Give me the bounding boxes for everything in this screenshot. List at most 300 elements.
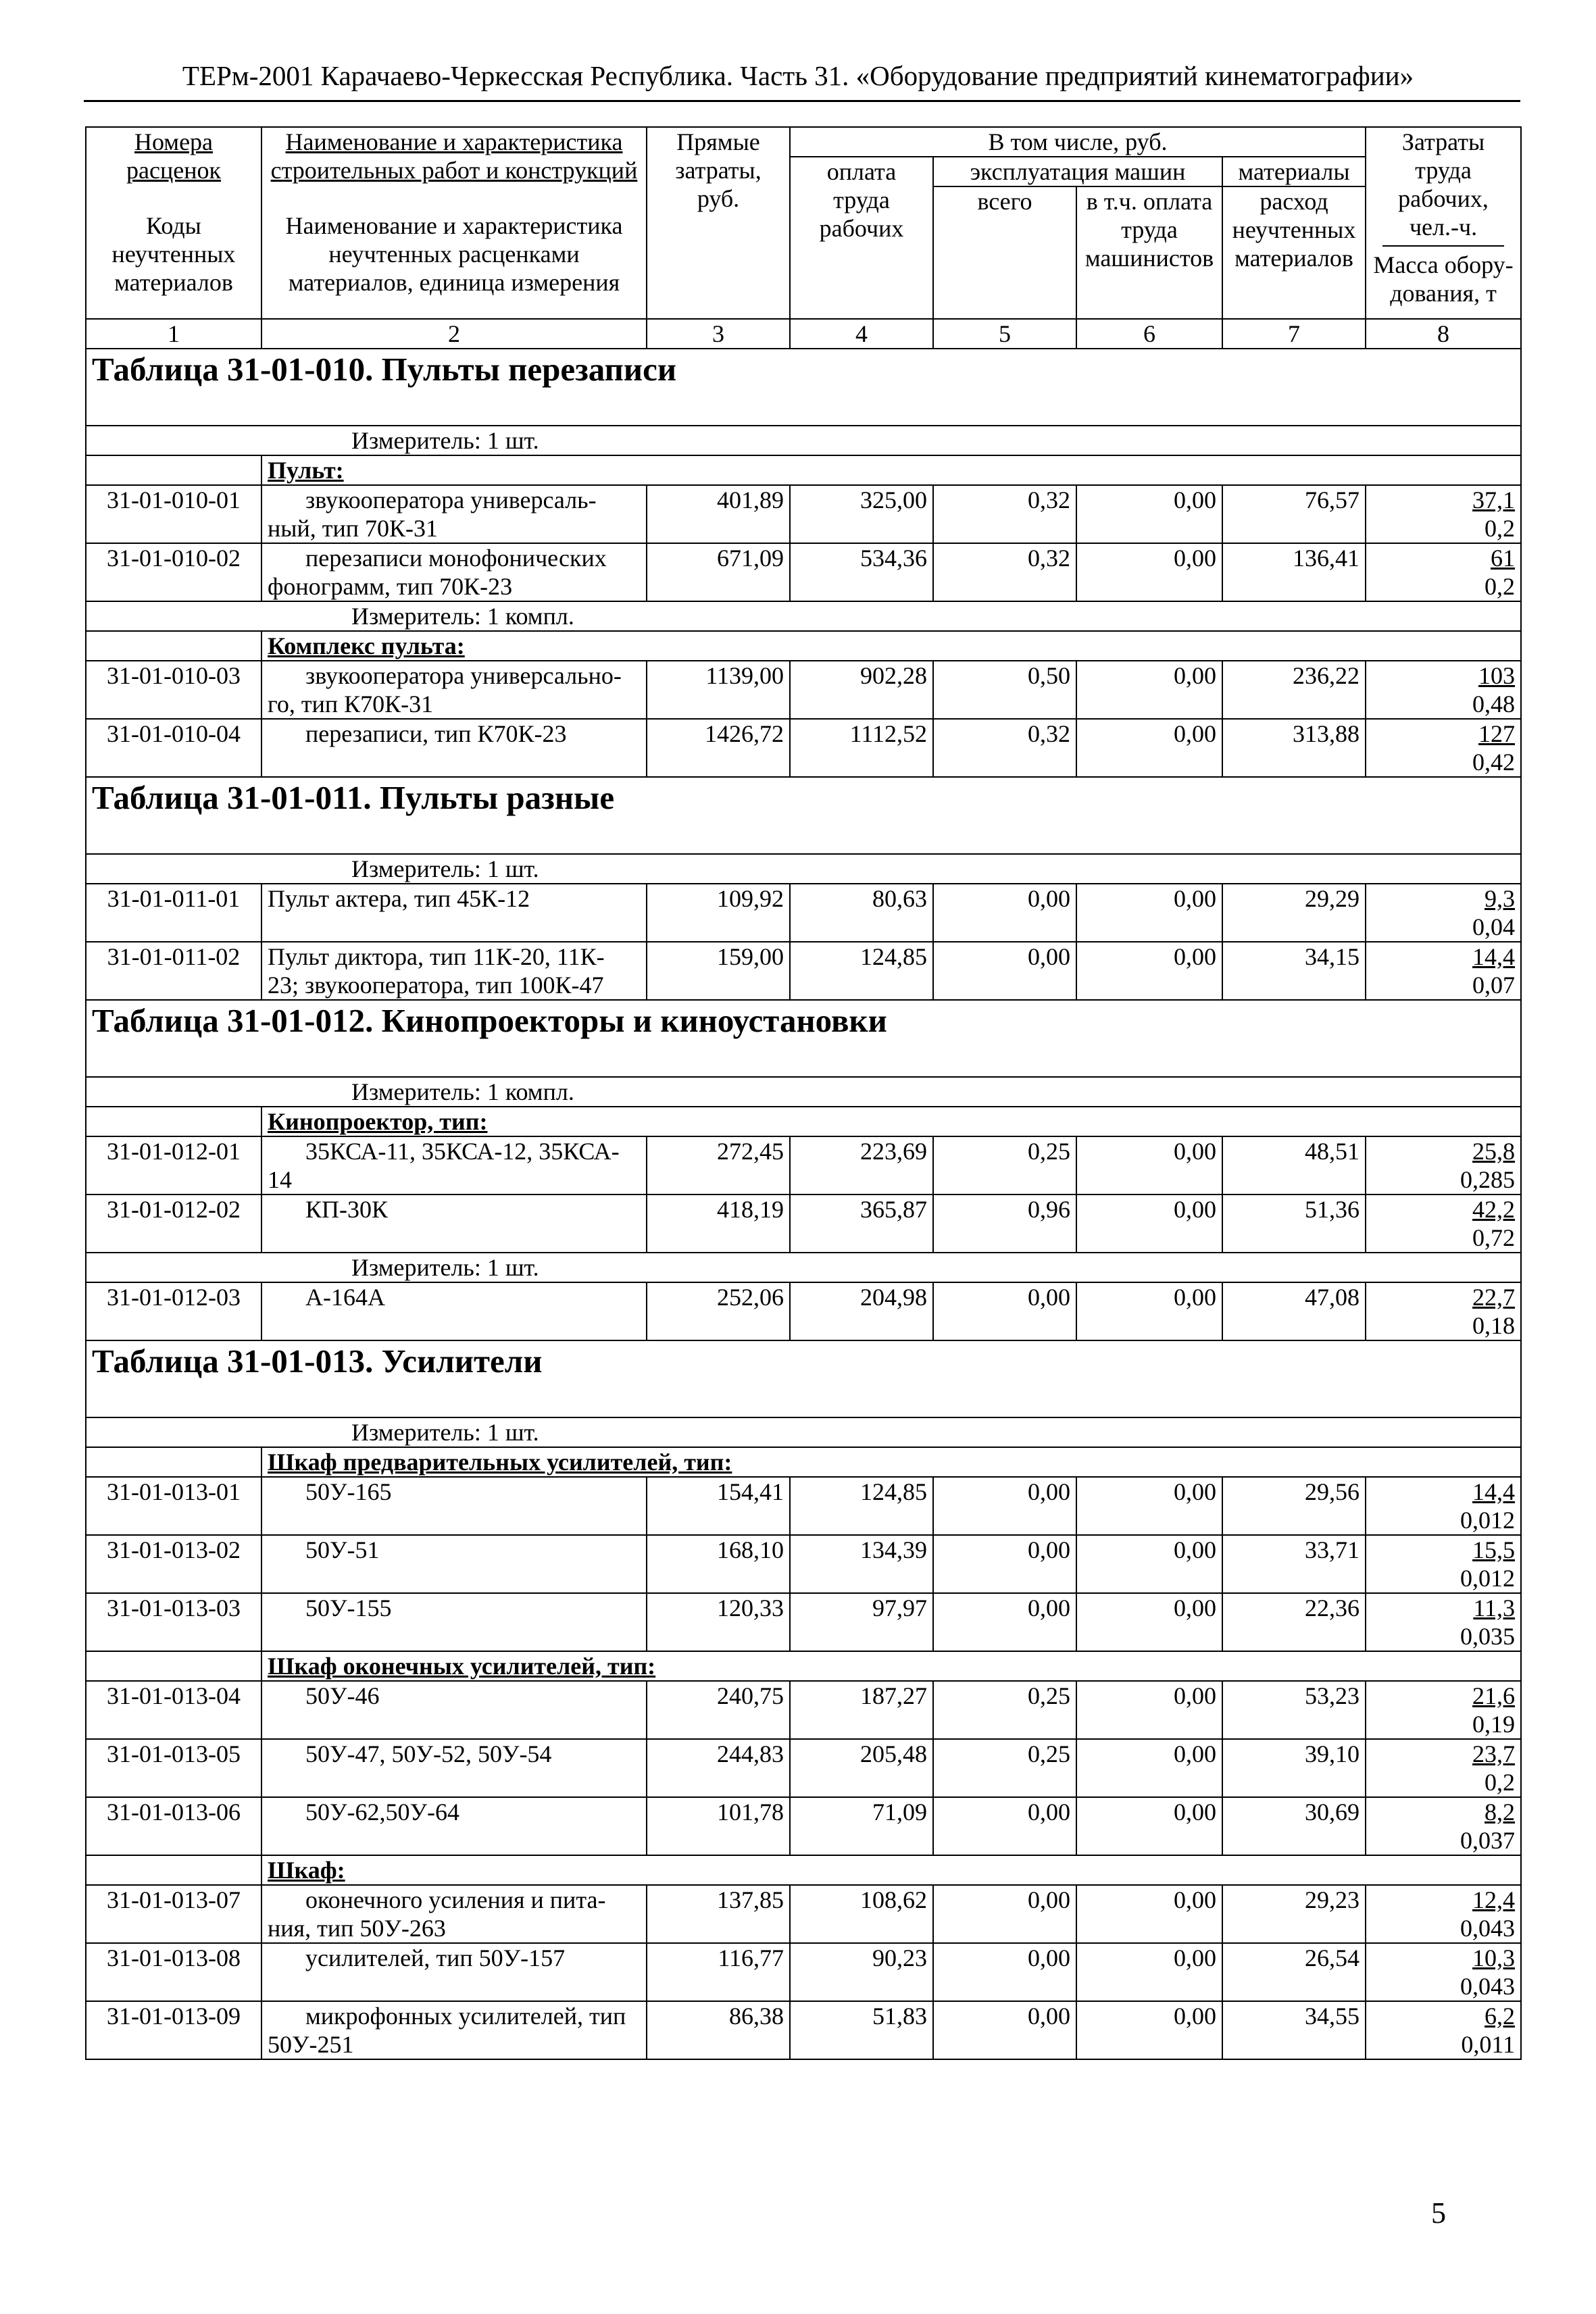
page-number: 5 [1431,2196,1446,2230]
labor-mass-cell [1366,1797,1521,1855]
header-col1-bottom: Коды неучтенных материалов [111,212,236,296]
wages: 108,62 [790,1885,933,1943]
wages: 205,48 [790,1739,933,1797]
header-col2-bottom: Наименование и характеристика неучтенных расценками материалов, единица измерения [285,212,623,296]
rate-description [261,1681,647,1739]
rate-description [261,543,647,601]
machinists-wages: 0,00 [1076,1739,1222,1797]
direct-cost: 240,75 [647,1681,790,1739]
description-line-1: Пульт диктора, тип 11К-20, 11К- [268,943,605,970]
materials: 33,71 [1222,1535,1366,1593]
rate-code: 31-01-012-01 [86,1136,261,1194]
column-number: 6 [1076,319,1222,349]
description-line-2: ный, тип 70К-31 [268,515,438,542]
wages: 51,83 [790,2001,933,2059]
direct-cost: 244,83 [647,1739,790,1797]
rate-code: 31-01-010-02 [86,543,261,601]
measure-cell [86,426,1521,455]
labor-cost: 14,4 [1472,943,1516,970]
equipment-mass: 0,012 [1460,1565,1516,1592]
group-row [86,1107,1521,1136]
description-line-1: А-164А [305,1284,385,1311]
direct-cost: 1139,00 [647,661,790,719]
rate-code: 31-01-013-05 [86,1739,261,1797]
labor-mass-cell [1366,1885,1521,1943]
rate-description [261,1282,647,1340]
wages: 1112,52 [790,719,933,777]
column-number: 8 [1366,319,1521,349]
header-col2 [261,127,647,319]
labor-mass-cell [1366,2001,1521,2059]
group-empty-cell [86,1855,261,1885]
direct-cost: 168,10 [647,1535,790,1593]
rate-code: 31-01-013-06 [86,1797,261,1855]
group-label: Кинопроектор, тип: [261,1107,1521,1136]
machinists-wages: 0,00 [1076,661,1222,719]
rate-code: 31-01-013-01 [86,1477,261,1535]
machines-total: 0,00 [933,1282,1076,1340]
rate-code: 31-01-013-08 [86,1943,261,2001]
measure-row [86,1077,1521,1107]
machinists-wages: 0,00 [1076,1477,1222,1535]
description-line-1: 50У-62,50У-64 [305,1799,459,1826]
machinists-wages: 0,00 [1076,884,1222,942]
group-row [86,1651,1521,1681]
rate-description [261,1194,647,1253]
description-line-1: КП-30К [305,1196,389,1223]
labor-cost: 127 [1478,720,1516,747]
wages: 365,87 [790,1194,933,1253]
machines-total: 0,25 [933,1681,1076,1739]
table-title-row [86,349,1521,426]
machines-total: 0,25 [933,1739,1076,1797]
direct-cost: 109,92 [647,884,790,942]
equipment-mass: 0,2 [1485,515,1516,542]
labor-mass-cell [1366,942,1521,1000]
table-row [86,1681,1521,1739]
machinists-wages: 0,00 [1076,1943,1222,2001]
rate-description [261,485,647,543]
header-group: В том числе, руб. [790,127,1366,157]
measure-label: Измеритель: 1 компл. [351,1078,574,1105]
rate-code: 31-01-013-02 [86,1535,261,1593]
equipment-mass: 0,48 [1472,690,1516,718]
group-label: Шкаф оконечных усилителей, тип: [261,1651,1521,1681]
description-line-1: перезаписи монофонических [305,545,607,572]
table-row [86,1282,1521,1340]
rate-code: 31-01-013-07 [86,1885,261,1943]
labor-cost: 9,3 [1485,885,1516,912]
table-row [86,2001,1521,2059]
measure-label: Измеритель: 1 шт. [351,427,539,454]
measure-cell [86,854,1521,884]
labor-cost: 22,7 [1472,1284,1516,1311]
table-title-cell [86,1340,1521,1417]
machinists-wages: 0,00 [1076,1535,1222,1593]
header-col4: оплата труда рабочих [790,157,933,319]
wages: 204,98 [790,1282,933,1340]
wages: 124,85 [790,1477,933,1535]
rate-code: 31-01-013-04 [86,1681,261,1739]
measure-cell [86,601,1521,631]
equipment-mass: 0,04 [1472,913,1516,940]
machines-total: 0,00 [933,1797,1076,1855]
wages: 80,63 [790,884,933,942]
rate-description [261,1535,647,1593]
labor-mass-cell [1366,1739,1521,1797]
labor-cost: 11,3 [1473,1594,1516,1621]
wages: 97,97 [790,1593,933,1651]
equipment-mass: 0,18 [1472,1312,1516,1339]
machinists-wages: 0,00 [1076,543,1222,601]
group-empty-cell [86,455,261,485]
rate-description [261,1885,647,1943]
table-title-row [86,777,1521,854]
labor-cost: 15,5 [1472,1536,1516,1563]
labor-mass-cell [1366,719,1521,777]
materials: 26,54 [1222,1943,1366,2001]
group-row [86,1855,1521,1885]
wages: 534,36 [790,543,933,601]
rate-description [261,942,647,1000]
page-title: ТЕРм-2001 Карачаево-Черкесская Республика. Часть 31. «Оборудование предприятий кинематографии» [182,60,1414,91]
table-title: Таблица 31-01-012. Кинопроекторы и киноустановки [92,1002,887,1039]
table-row [86,1739,1521,1797]
equipment-mass: 0,2 [1485,573,1516,600]
equipment-mass: 0,012 [1460,1507,1516,1534]
labor-mass-cell [1366,1681,1521,1739]
wages: 134,39 [790,1535,933,1593]
description-line-1: 50У-51 [305,1536,380,1563]
table-row [86,1477,1521,1535]
measure-label: Измеритель: 1 шт. [351,1254,539,1281]
measure-cell [86,1077,1521,1107]
materials: 34,55 [1222,2001,1366,2059]
machines-total: 0,32 [933,543,1076,601]
table-row [86,1593,1521,1651]
header-col8-rule [1382,245,1504,247]
group-label: Шкаф: [261,1855,1521,1885]
equipment-mass: 0,037 [1460,1827,1516,1854]
measure-row [86,854,1521,884]
measure-row [86,426,1521,455]
table-row [86,1194,1521,1253]
wages: 223,69 [790,1136,933,1194]
machinists-wages: 0,00 [1076,1136,1222,1194]
labor-cost: 37,1 [1472,486,1516,513]
description-line-2: фонограмм, тип 70К-23 [268,573,513,600]
column-number: 7 [1222,319,1366,349]
labor-cost: 23,7 [1472,1740,1516,1767]
machinists-wages: 0,00 [1076,485,1222,543]
group-label: Пульт: [261,455,1521,485]
labor-mass-cell [1366,661,1521,719]
description-line-1: Пульт актера, тип 45К-12 [268,885,530,912]
header-materials: материалы [1222,157,1366,186]
group-row [86,455,1521,485]
header-col3: Прямые затраты, руб. [647,127,790,319]
materials: 313,88 [1222,719,1366,777]
machines-total: 0,00 [933,942,1076,1000]
wages: 187,27 [790,1681,933,1739]
description-line-1: звукооператора универсально- [305,662,622,689]
description-line-1: 50У-155 [305,1594,392,1621]
machinists-wages: 0,00 [1076,1593,1222,1651]
direct-cost: 137,85 [647,1885,790,1943]
table-title: Таблица 31-01-013. Усилители [92,1342,543,1380]
labor-mass-cell [1366,1535,1521,1593]
description-line-1: 35КСА-11, 35КСА-12, 35КСА- [305,1138,620,1165]
table-row [86,719,1521,777]
table-title: Таблица 31-01-010. Пульты перезаписи [92,351,677,388]
description-line-2: 14 [268,1166,292,1193]
machinists-wages: 0,00 [1076,942,1222,1000]
labor-mass-cell [1366,884,1521,942]
equipment-mass: 0,42 [1472,749,1516,776]
materials: 30,69 [1222,1797,1366,1855]
header-col7: расход неучтенных материалов [1222,186,1366,319]
measure-row [86,1417,1521,1447]
rate-code: 31-01-013-09 [86,2001,261,2059]
labor-mass-cell [1366,1593,1521,1651]
labor-cost: 61 [1491,545,1516,572]
materials: 76,57 [1222,485,1366,543]
labor-cost: 10,3 [1472,1944,1516,1971]
machines-total: 0,32 [933,485,1076,543]
direct-cost: 272,45 [647,1136,790,1194]
direct-cost: 86,38 [647,2001,790,2059]
direct-cost: 671,09 [647,543,790,601]
table-title: Таблица 31-01-011. Пульты разные [92,779,615,816]
rate-description [261,1477,647,1535]
description-line-1: усилителей, тип 50У-157 [305,1944,566,1971]
machines-total: 0,32 [933,719,1076,777]
group-empty-cell [86,631,261,661]
labor-mass-cell [1366,1136,1521,1194]
machines-total: 0,00 [933,1593,1076,1651]
rate-description [261,1136,647,1194]
equipment-mass: 0,043 [1460,1915,1516,1942]
rate-description [261,2001,647,2059]
machinists-wages: 0,00 [1076,1282,1222,1340]
rate-description [261,1943,647,2001]
column-numbers-row [86,319,1521,349]
header-col2-top: Наименование и характеристика строительных работ и конструкций [270,128,638,184]
column-number: 2 [261,319,647,349]
description-line-2: ния, тип 50У-263 [268,1915,446,1942]
column-number: 4 [790,319,933,349]
materials: 29,29 [1222,884,1366,942]
machines-total: 0,00 [933,1477,1076,1535]
machinists-wages: 0,00 [1076,1797,1222,1855]
machines-total: 0,50 [933,661,1076,719]
description-line-1: 50У-165 [305,1478,392,1505]
description-line-1: оконечного усиления и пита- [305,1886,606,1913]
measure-row [86,601,1521,631]
wages: 325,00 [790,485,933,543]
description-line-1: перезаписи, тип К70К-23 [305,720,567,747]
machines-total: 0,25 [933,1136,1076,1194]
equipment-mass: 0,011 [1461,2031,1516,2058]
labor-cost: 103 [1478,662,1516,689]
direct-cost: 116,77 [647,1943,790,2001]
table-row [86,485,1521,543]
group-row [86,1447,1521,1477]
direct-cost: 401,89 [647,485,790,543]
wages: 90,23 [790,1943,933,2001]
header-col1 [86,127,261,319]
direct-cost: 159,00 [647,942,790,1000]
equipment-mass: 0,72 [1472,1224,1516,1251]
materials: 236,22 [1222,661,1366,719]
table-title-cell [86,1000,1521,1077]
table-row [86,1535,1521,1593]
table-title-cell [86,349,1521,426]
measure-label: Измеритель: 1 шт. [351,855,539,882]
machines-total: 0,00 [933,1535,1076,1593]
rate-code: 31-01-011-02 [86,942,261,1000]
materials: 39,10 [1222,1739,1366,1797]
table-row [86,661,1521,719]
labor-cost: 12,4 [1472,1886,1516,1913]
column-number: 5 [933,319,1076,349]
description-line-1: звукооператора универсаль- [305,486,597,513]
rate-code: 31-01-011-01 [86,884,261,942]
description-line-1: 50У-46 [305,1682,380,1709]
header-col5: всего [933,186,1076,319]
measure-cell [86,1253,1521,1282]
labor-mass-cell [1366,1477,1521,1535]
table-row [86,1136,1521,1194]
title-rule [84,100,1520,102]
labor-cost: 42,2 [1472,1196,1516,1223]
column-number: 3 [647,319,790,349]
rate-description [261,1797,647,1855]
table-title-cell [86,777,1521,854]
labor-mass-cell [1366,1282,1521,1340]
labor-mass-cell [1366,1194,1521,1253]
equipment-mass: 0,19 [1472,1711,1516,1738]
machines-total: 0,00 [933,1943,1076,2001]
rate-description [261,1593,647,1651]
machinists-wages: 0,00 [1076,2001,1222,2059]
machines-total: 0,00 [933,884,1076,942]
table-row [86,1885,1521,1943]
rate-code: 31-01-010-01 [86,485,261,543]
header-row-1 [86,127,1521,157]
group-empty-cell [86,1107,261,1136]
table-row [86,1943,1521,2001]
rate-code: 31-01-010-03 [86,661,261,719]
equipment-mass: 0,043 [1460,1973,1516,2000]
group-label: Комплекс пульта: [261,631,1521,661]
equipment-mass: 0,2 [1485,1769,1516,1796]
description-line-2: 50У-251 [268,2031,354,2058]
measure-label: Измеритель: 1 шт. [351,1419,539,1446]
rate-code: 31-01-013-03 [86,1593,261,1651]
table-row [86,1797,1521,1855]
machines-total: 0,00 [933,1885,1076,1943]
direct-cost: 101,78 [647,1797,790,1855]
header-col8-bottom: Масса обору-дования, т [1373,251,1514,307]
direct-cost: 418,19 [647,1194,790,1253]
materials: 51,36 [1222,1194,1366,1253]
materials: 22,36 [1222,1593,1366,1651]
labor-mass-cell [1366,1943,1521,2001]
description-line-1: микрофонных усилителей, тип [305,2003,626,2030]
wages: 124,85 [790,942,933,1000]
materials: 29,56 [1222,1477,1366,1535]
table-row [86,942,1521,1000]
materials: 47,08 [1222,1282,1366,1340]
materials: 29,23 [1222,1885,1366,1943]
description-line-2: го, тип К70К-31 [268,690,434,718]
measure-cell [86,1417,1521,1447]
machinists-wages: 0,00 [1076,719,1222,777]
labor-cost: 8,2 [1485,1799,1516,1826]
labor-cost: 6,2 [1485,2003,1516,2030]
description-line-2: 23; звукооператора, тип 100К-47 [268,972,604,999]
rate-description [261,719,647,777]
group-row [86,631,1521,661]
rate-description [261,1739,647,1797]
labor-cost: 14,4 [1472,1478,1516,1505]
labor-cost: 25,8 [1472,1138,1516,1165]
column-number: 1 [86,319,261,349]
machinists-wages: 0,00 [1076,1885,1222,1943]
labor-mass-cell [1366,543,1521,601]
rate-description [261,884,647,942]
wages: 71,09 [790,1797,933,1855]
table-row [86,543,1521,601]
rate-code: 31-01-010-04 [86,719,261,777]
direct-cost: 154,41 [647,1477,790,1535]
header-col6: в т.ч. оплата труда машинистов [1076,186,1222,319]
table-row [86,884,1521,942]
header-machines: эксплуатация машин [933,157,1222,186]
direct-cost: 252,06 [647,1282,790,1340]
equipment-mass: 0,285 [1460,1166,1516,1193]
group-empty-cell [86,1651,261,1681]
machines-total: 0,96 [933,1194,1076,1253]
rate-code: 31-01-012-02 [86,1194,261,1253]
equipment-mass: 0,035 [1460,1623,1516,1650]
group-empty-cell [86,1447,261,1477]
machines-total: 0,00 [933,2001,1076,2059]
labor-mass-cell [1366,485,1521,543]
machinists-wages: 0,00 [1076,1194,1222,1253]
rates-table [85,126,1522,2060]
header-col1-top: Номера расценок [126,128,221,184]
measure-label: Измеритель: 1 компл. [351,603,574,630]
rate-description [261,661,647,719]
rate-code: 31-01-012-03 [86,1282,261,1340]
header-col8-top: Затраты труда рабочих, чел.-ч. [1398,128,1489,241]
labor-cost: 21,6 [1472,1682,1516,1709]
wages: 902,28 [790,661,933,719]
group-label: Шкаф предварительных усилителей, тип: [261,1447,1521,1477]
description-line-1: 50У-47, 50У-52, 50У-54 [305,1740,552,1767]
direct-cost: 1426,72 [647,719,790,777]
materials: 136,41 [1222,543,1366,601]
table-title-row [86,1000,1521,1077]
direct-cost: 120,33 [647,1593,790,1651]
materials: 48,51 [1222,1136,1366,1194]
header-col8 [1366,127,1521,319]
equipment-mass: 0,07 [1472,972,1516,999]
materials: 53,23 [1222,1681,1366,1739]
measure-row [86,1253,1521,1282]
